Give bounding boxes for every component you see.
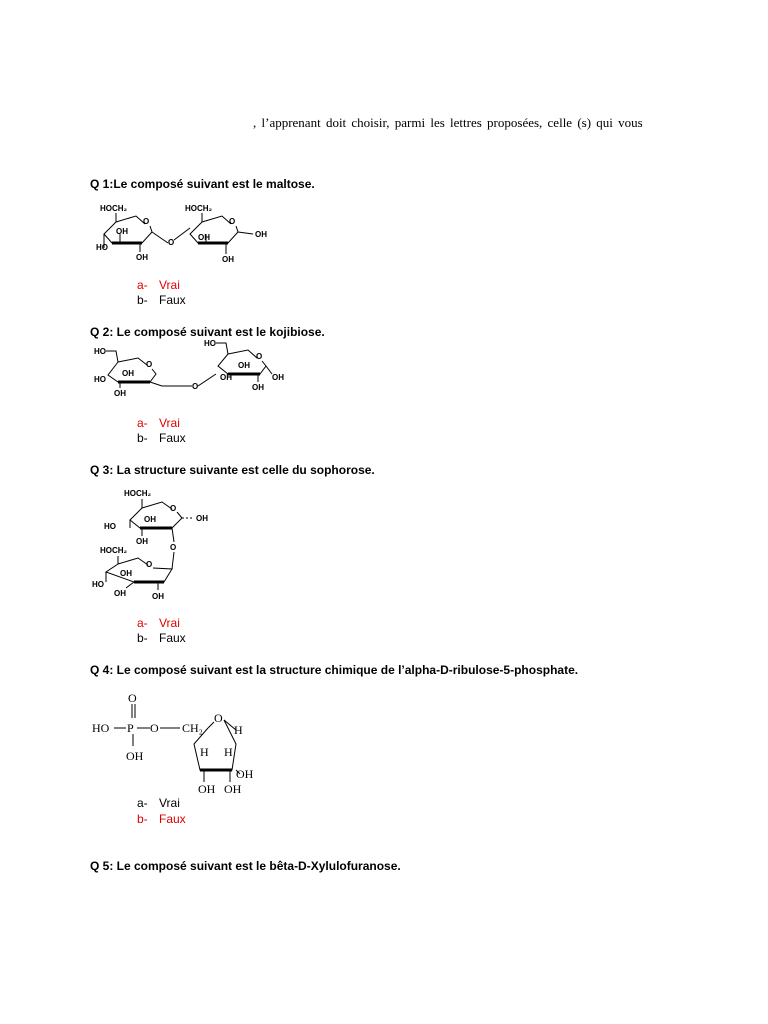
svg-text:O: O	[150, 721, 159, 735]
svg-text:OH: OH	[255, 230, 267, 239]
svg-text:HO: HO	[204, 339, 216, 348]
svg-text:HO: HO	[94, 347, 106, 356]
svg-text:OH: OH	[236, 767, 254, 781]
svg-text:OH: OH	[114, 389, 126, 398]
svg-text:HO: HO	[104, 522, 116, 531]
svg-text:OH: OH	[196, 514, 208, 523]
svg-text:OH: OH	[136, 537, 148, 546]
svg-text:HO: HO	[92, 580, 104, 589]
svg-text:OH: OH	[238, 361, 250, 370]
svg-text:OH: OH	[152, 592, 164, 601]
q4-option-b[interactable]: b- Faux	[137, 812, 186, 826]
q1-option-a[interactable]: a- Vrai	[137, 278, 180, 292]
q4-option-a[interactable]: a- Vrai	[137, 796, 180, 810]
ribose-phosphate-structure	[90, 690, 260, 800]
svg-text:OH: OH	[220, 373, 232, 382]
svg-text:O: O	[256, 352, 263, 361]
svg-text:OH: OH	[136, 253, 148, 262]
svg-text:HOCH₂: HOCH₂	[100, 546, 128, 555]
q3-option-b[interactable]: b- Faux	[137, 631, 186, 645]
svg-text:OH: OH	[126, 749, 144, 763]
intro-text: , l’apprenant doit choisir, parmi les lettres proposées, celle (s) qui vous	[253, 115, 643, 130]
q3-option-a[interactable]: a- Vrai	[137, 616, 180, 630]
svg-text:OH: OH	[122, 369, 134, 378]
svg-text:O: O	[192, 382, 199, 391]
q2-option-a[interactable]: a- Vrai	[137, 416, 180, 430]
svg-text:O: O	[143, 217, 150, 226]
svg-text:OH: OH	[272, 373, 284, 382]
svg-text:O: O	[214, 711, 223, 725]
maltose-hoch2-2: HOCH₂	[185, 204, 213, 213]
svg-text:OH: OH	[120, 569, 132, 578]
q1-option-b[interactable]: b- Faux	[137, 293, 186, 307]
svg-text:OH: OH	[198, 233, 210, 242]
svg-text:HOCH₂: HOCH₂	[124, 489, 152, 498]
q2-option-b[interactable]: b- Faux	[137, 431, 186, 445]
svg-text:OH: OH	[144, 515, 156, 524]
svg-text:OH: OH	[224, 782, 242, 796]
svg-text:OH: OH	[222, 255, 234, 264]
question-3-title: Q 3: La structure suivante est celle du sophorose.	[90, 463, 375, 477]
svg-text:O: O	[146, 360, 153, 369]
svg-text:OH: OH	[114, 589, 126, 598]
question-4-title: Q 4: Le composé suivant est la structure chimique de l’alpha-D-ribulose-5-phosphate.	[90, 663, 579, 677]
maltose-structure	[90, 198, 280, 270]
svg-text:OH: OH	[252, 383, 264, 392]
svg-text:OH: OH	[116, 227, 128, 236]
svg-text:HO: HO	[94, 375, 106, 384]
svg-text:CH₂: CH₂	[182, 721, 203, 735]
question-1-title: Q 1:Le composé suivant est le maltose.	[90, 177, 315, 191]
svg-text:O: O	[128, 691, 137, 705]
svg-text:O: O	[170, 543, 177, 552]
svg-text:P: P	[127, 721, 134, 735]
svg-text:O: O	[146, 560, 153, 569]
question-5-title: Q 5: Le composé suivant est le bêta-D-Xylulofuranose.	[90, 859, 401, 873]
kojibiose-structure	[92, 338, 287, 403]
question-2-title: Q 2: Le composé suivant est le kojibiose.	[90, 325, 325, 339]
svg-text:H: H	[200, 745, 209, 759]
svg-text:HO: HO	[96, 243, 108, 252]
svg-text:O: O	[229, 217, 236, 226]
svg-text:OH: OH	[198, 782, 216, 796]
svg-text:O: O	[170, 504, 177, 513]
svg-text:H: H	[224, 745, 233, 759]
svg-text:H: H	[234, 723, 243, 737]
maltose-hoch2-1: HOCH₂	[100, 204, 128, 213]
sophorose-structure	[90, 484, 240, 604]
svg-text:O: O	[168, 238, 175, 247]
svg-text:HO: HO	[92, 721, 110, 735]
